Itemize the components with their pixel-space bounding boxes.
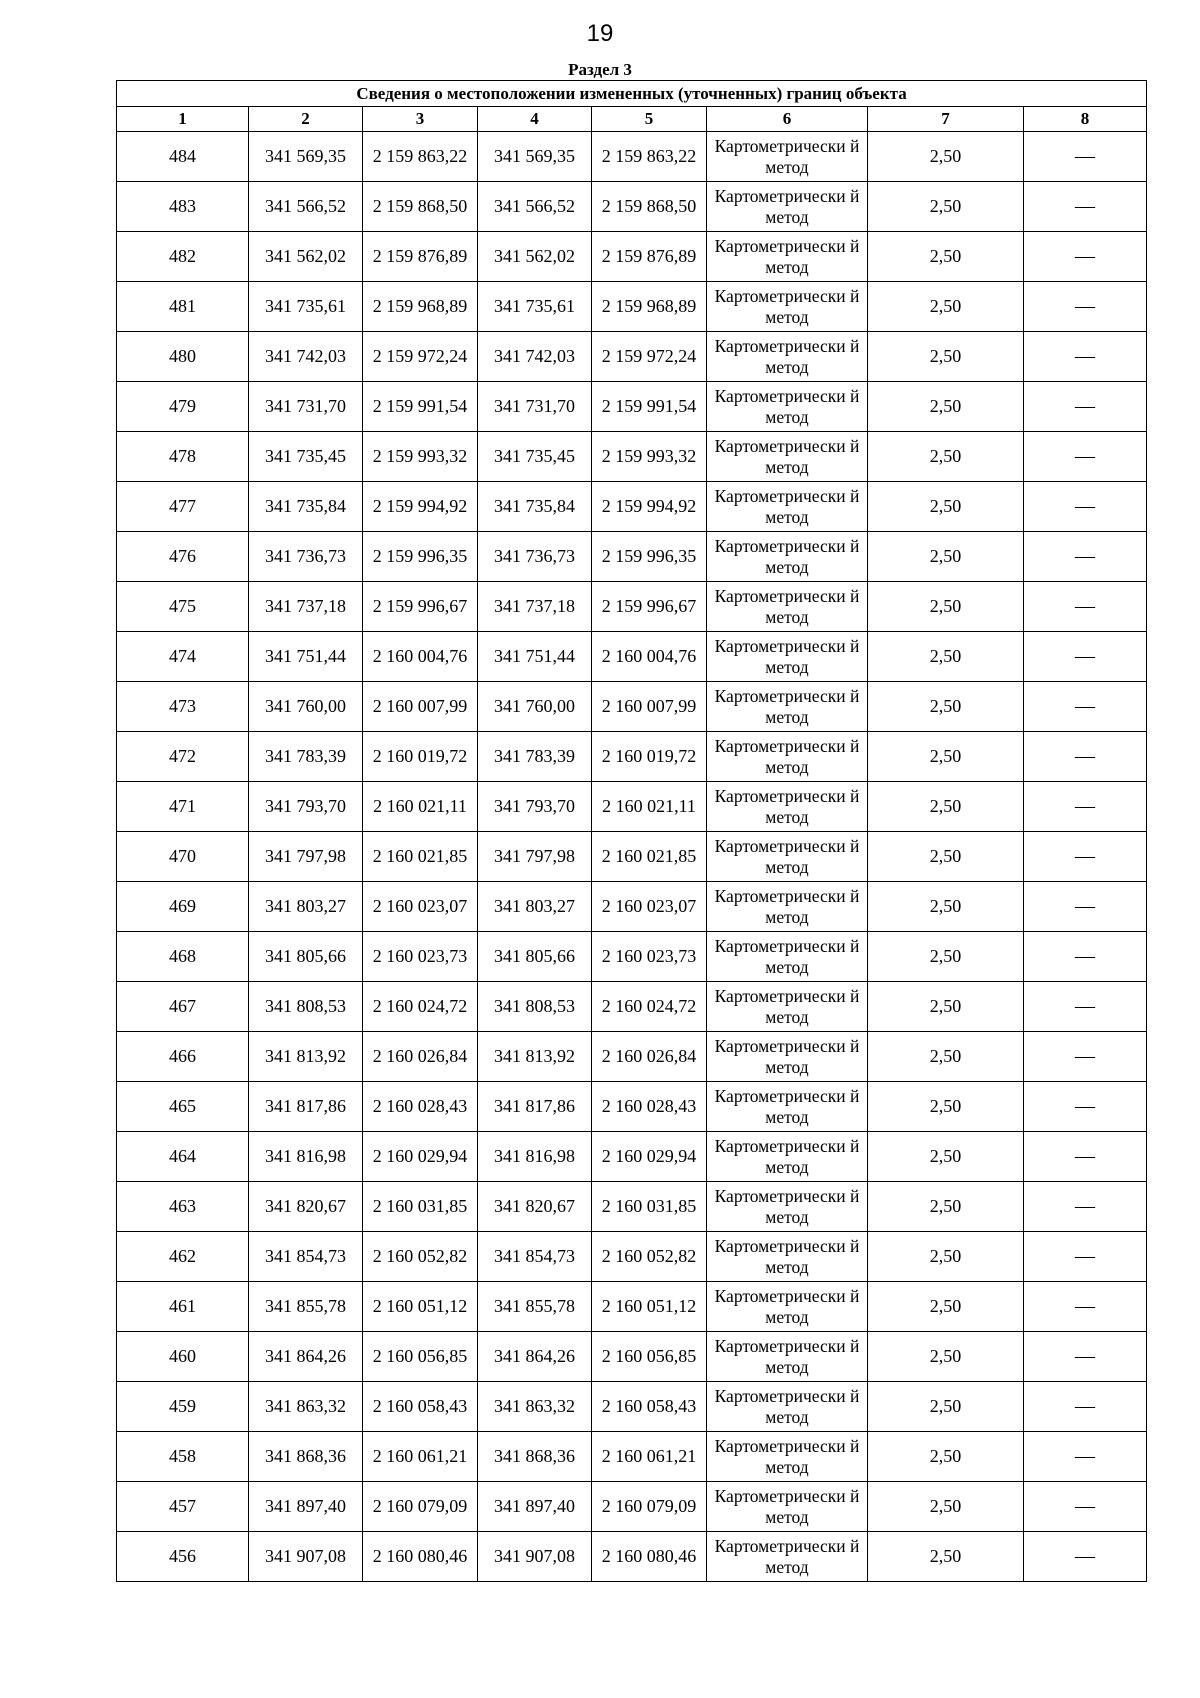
accuracy-cell: 2,50 [868, 1382, 1024, 1432]
x-coordinate-cell: 341 760,00 [478, 682, 592, 732]
y-coordinate-cell: 2 160 031,85 [592, 1182, 707, 1232]
y-coordinate-cell: 2 160 052,82 [363, 1232, 478, 1282]
method-cell: Картометрически й метод [707, 182, 868, 232]
x-coordinate-cell: 341 854,73 [249, 1232, 363, 1282]
point-number-cell: 466 [117, 1032, 249, 1082]
x-coordinate-cell: 341 562,02 [249, 232, 363, 282]
x-coordinate-cell: 341 793,70 [478, 782, 592, 832]
y-coordinate-cell: 2 160 056,85 [592, 1332, 707, 1382]
table-row [117, 1482, 1147, 1532]
y-coordinate-cell: 2 160 007,99 [363, 682, 478, 732]
x-coordinate-cell: 341 803,27 [249, 882, 363, 932]
x-coordinate-cell: 341 737,18 [249, 582, 363, 632]
x-coordinate-cell: 341 817,86 [478, 1082, 592, 1132]
y-coordinate-cell: 2 159 991,54 [592, 382, 707, 432]
accuracy-cell: 2,50 [868, 432, 1024, 482]
column-number: 2 [249, 107, 363, 132]
method-cell: Картометрически й метод [707, 132, 868, 182]
method-cell: Картометрически й метод [707, 1132, 868, 1182]
description-cell: — [1024, 982, 1147, 1032]
accuracy-cell: 2,50 [868, 1282, 1024, 1332]
table-row [117, 382, 1147, 432]
x-coordinate-cell: 341 731,70 [478, 382, 592, 432]
accuracy-cell: 2,50 [868, 632, 1024, 682]
boundary-coordinates-table [116, 80, 1147, 1582]
y-coordinate-cell: 2 160 026,84 [363, 1032, 478, 1082]
description-cell: — [1024, 232, 1147, 282]
description-cell: — [1024, 782, 1147, 832]
accuracy-cell: 2,50 [868, 1432, 1024, 1482]
x-coordinate-cell: 341 566,52 [478, 182, 592, 232]
y-coordinate-cell: 2 159 972,24 [592, 332, 707, 382]
column-number: 8 [1024, 107, 1147, 132]
description-cell: — [1024, 932, 1147, 982]
x-coordinate-cell: 341 736,73 [478, 532, 592, 582]
y-coordinate-cell: 2 160 052,82 [592, 1232, 707, 1282]
table-row [117, 182, 1147, 232]
y-coordinate-cell: 2 159 996,35 [363, 532, 478, 582]
x-coordinate-cell: 341 736,73 [249, 532, 363, 582]
y-coordinate-cell: 2 160 021,85 [592, 832, 707, 882]
y-coordinate-cell: 2 160 024,72 [363, 982, 478, 1032]
point-number-cell: 475 [117, 582, 249, 632]
accuracy-cell: 2,50 [868, 282, 1024, 332]
accuracy-cell: 2,50 [868, 732, 1024, 782]
point-number-cell: 480 [117, 332, 249, 382]
accuracy-cell: 2,50 [868, 232, 1024, 282]
x-coordinate-cell: 341 797,98 [478, 832, 592, 882]
point-number-cell: 461 [117, 1282, 249, 1332]
x-coordinate-cell: 341 820,67 [249, 1182, 363, 1232]
description-cell: — [1024, 632, 1147, 682]
x-coordinate-cell: 341 783,39 [478, 732, 592, 782]
accuracy-cell: 2,50 [868, 1082, 1024, 1132]
accuracy-cell: 2,50 [868, 582, 1024, 632]
description-cell: — [1024, 1082, 1147, 1132]
description-cell: — [1024, 1432, 1147, 1482]
x-coordinate-cell: 341 820,67 [478, 1182, 592, 1232]
x-coordinate-cell: 341 813,92 [478, 1032, 592, 1082]
point-number-cell: 472 [117, 732, 249, 782]
point-number-cell: 460 [117, 1332, 249, 1382]
y-coordinate-cell: 2 160 080,46 [592, 1532, 707, 1582]
table-row [117, 932, 1147, 982]
y-coordinate-cell: 2 159 994,92 [363, 482, 478, 532]
method-cell: Картометрически й метод [707, 782, 868, 832]
description-cell: — [1024, 432, 1147, 482]
x-coordinate-cell: 341 760,00 [249, 682, 363, 732]
x-coordinate-cell: 341 731,70 [249, 382, 363, 432]
x-coordinate-cell: 341 907,08 [478, 1532, 592, 1582]
y-coordinate-cell: 2 159 863,22 [592, 132, 707, 182]
x-coordinate-cell: 341 803,27 [478, 882, 592, 932]
y-coordinate-cell: 2 159 993,32 [363, 432, 478, 482]
accuracy-cell: 2,50 [868, 832, 1024, 882]
table-row [117, 1182, 1147, 1232]
description-cell: — [1024, 482, 1147, 532]
table-row [117, 232, 1147, 282]
method-cell: Картометрически й метод [707, 1532, 868, 1582]
y-coordinate-cell: 2 160 058,43 [592, 1382, 707, 1432]
x-coordinate-cell: 341 868,36 [478, 1432, 592, 1482]
x-coordinate-cell: 341 742,03 [249, 332, 363, 382]
point-number-cell: 463 [117, 1182, 249, 1232]
point-number-cell: 476 [117, 532, 249, 582]
x-coordinate-cell: 341 735,84 [249, 482, 363, 532]
column-number: 6 [707, 107, 868, 132]
description-cell: — [1024, 532, 1147, 582]
method-cell: Картометрически й метод [707, 232, 868, 282]
point-number-cell: 459 [117, 1382, 249, 1432]
table-body [117, 132, 1147, 1582]
description-cell: — [1024, 682, 1147, 732]
x-coordinate-cell: 341 735,45 [478, 432, 592, 482]
x-coordinate-cell: 341 863,32 [478, 1382, 592, 1432]
y-coordinate-cell: 2 159 996,35 [592, 532, 707, 582]
method-cell: Картометрически й метод [707, 732, 868, 782]
column-number-row [117, 107, 1147, 132]
column-number: 5 [592, 107, 707, 132]
accuracy-cell: 2,50 [868, 482, 1024, 532]
y-coordinate-cell: 2 160 061,21 [363, 1432, 478, 1482]
method-cell: Картометрически й метод [707, 1382, 868, 1432]
table-row [117, 682, 1147, 732]
table-caption: Сведения о местоположении измененных (уточненных) границ объекта [117, 81, 1147, 107]
point-number-cell: 470 [117, 832, 249, 882]
point-number-cell: 457 [117, 1482, 249, 1532]
method-cell: Картометрически й метод [707, 932, 868, 982]
accuracy-cell: 2,50 [868, 1532, 1024, 1582]
x-coordinate-cell: 341 897,40 [249, 1482, 363, 1532]
point-number-cell: 473 [117, 682, 249, 732]
y-coordinate-cell: 2 160 029,94 [363, 1132, 478, 1182]
x-coordinate-cell: 341 817,86 [249, 1082, 363, 1132]
y-coordinate-cell: 2 160 024,72 [592, 982, 707, 1032]
point-number-cell: 465 [117, 1082, 249, 1132]
x-coordinate-cell: 341 863,32 [249, 1382, 363, 1432]
column-number: 3 [363, 107, 478, 132]
x-coordinate-cell: 341 816,98 [478, 1132, 592, 1182]
x-coordinate-cell: 341 868,36 [249, 1432, 363, 1482]
y-coordinate-cell: 2 160 019,72 [363, 732, 478, 782]
section-title: Раздел 3 [568, 60, 632, 79]
accuracy-cell: 2,50 [868, 532, 1024, 582]
method-cell: Картометрически й метод [707, 882, 868, 932]
point-number-cell: 469 [117, 882, 249, 932]
point-number-cell: 462 [117, 1232, 249, 1282]
description-cell: — [1024, 1382, 1147, 1432]
y-coordinate-cell: 2 159 868,50 [363, 182, 478, 232]
y-coordinate-cell: 2 159 868,50 [592, 182, 707, 232]
y-coordinate-cell: 2 159 994,92 [592, 482, 707, 532]
y-coordinate-cell: 2 159 991,54 [363, 382, 478, 432]
y-coordinate-cell: 2 159 876,89 [592, 232, 707, 282]
y-coordinate-cell: 2 160 021,11 [363, 782, 478, 832]
y-coordinate-cell: 2 160 023,73 [363, 932, 478, 982]
description-cell: — [1024, 732, 1147, 782]
table-row [117, 1432, 1147, 1482]
x-coordinate-cell: 341 566,52 [249, 182, 363, 232]
table-row [117, 782, 1147, 832]
description-cell: — [1024, 182, 1147, 232]
table-row [117, 1332, 1147, 1382]
point-number-cell: 478 [117, 432, 249, 482]
table-row [117, 832, 1147, 882]
y-coordinate-cell: 2 160 080,46 [363, 1532, 478, 1582]
table-row [117, 282, 1147, 332]
table-row [117, 482, 1147, 532]
method-cell: Картометрически й метод [707, 1032, 868, 1082]
x-coordinate-cell: 341 793,70 [249, 782, 363, 832]
y-coordinate-cell: 2 160 051,12 [363, 1282, 478, 1332]
accuracy-cell: 2,50 [868, 182, 1024, 232]
x-coordinate-cell: 341 737,18 [478, 582, 592, 632]
y-coordinate-cell: 2 160 079,09 [363, 1482, 478, 1532]
y-coordinate-cell: 2 160 023,07 [363, 882, 478, 932]
accuracy-cell: 2,50 [868, 332, 1024, 382]
y-coordinate-cell: 2 160 004,76 [592, 632, 707, 682]
y-coordinate-cell: 2 160 023,73 [592, 932, 707, 982]
table-row [117, 1032, 1147, 1082]
y-coordinate-cell: 2 159 972,24 [363, 332, 478, 382]
y-coordinate-cell: 2 160 019,72 [592, 732, 707, 782]
accuracy-cell: 2,50 [868, 1182, 1024, 1232]
method-cell: Картометрически й метод [707, 532, 868, 582]
point-number-cell: 468 [117, 932, 249, 982]
point-number-cell: 479 [117, 382, 249, 432]
table-row [117, 582, 1147, 632]
point-number-cell: 474 [117, 632, 249, 682]
page-number: 19 [586, 20, 614, 47]
description-cell: — [1024, 1282, 1147, 1332]
description-cell: — [1024, 132, 1147, 182]
method-cell: Картометрически й метод [707, 682, 868, 732]
method-cell: Картометрически й метод [707, 1182, 868, 1232]
y-coordinate-cell: 2 160 021,85 [363, 832, 478, 882]
method-cell: Картометрически й метод [707, 1082, 868, 1132]
x-coordinate-cell: 341 751,44 [249, 632, 363, 682]
point-number-cell: 456 [117, 1532, 249, 1582]
description-cell: — [1024, 1232, 1147, 1282]
x-coordinate-cell: 341 854,73 [478, 1232, 592, 1282]
point-number-cell: 464 [117, 1132, 249, 1182]
x-coordinate-cell: 341 735,61 [478, 282, 592, 332]
table-row [117, 732, 1147, 782]
description-cell: — [1024, 1482, 1147, 1532]
y-coordinate-cell: 2 160 028,43 [592, 1082, 707, 1132]
method-cell: Картометрически й метод [707, 482, 868, 532]
y-coordinate-cell: 2 159 996,67 [363, 582, 478, 632]
y-coordinate-cell: 2 160 051,12 [592, 1282, 707, 1332]
method-cell: Картометрически й метод [707, 1432, 868, 1482]
y-coordinate-cell: 2 159 863,22 [363, 132, 478, 182]
accuracy-cell: 2,50 [868, 982, 1024, 1032]
accuracy-cell: 2,50 [868, 1132, 1024, 1182]
table-row [117, 532, 1147, 582]
x-coordinate-cell: 341 569,35 [249, 132, 363, 182]
description-cell: — [1024, 582, 1147, 632]
point-number-cell: 481 [117, 282, 249, 332]
method-cell: Картометрически й метод [707, 1332, 868, 1382]
method-cell: Картометрически й метод [707, 582, 868, 632]
y-coordinate-cell: 2 160 026,84 [592, 1032, 707, 1082]
y-coordinate-cell: 2 159 968,89 [363, 282, 478, 332]
accuracy-cell: 2,50 [868, 932, 1024, 982]
x-coordinate-cell: 341 864,26 [478, 1332, 592, 1382]
accuracy-cell: 2,50 [868, 132, 1024, 182]
description-cell: — [1024, 882, 1147, 932]
accuracy-cell: 2,50 [868, 1482, 1024, 1532]
description-cell: — [1024, 832, 1147, 882]
point-number-cell: 484 [117, 132, 249, 182]
method-cell: Картометрически й метод [707, 332, 868, 382]
x-coordinate-cell: 341 735,84 [478, 482, 592, 532]
table-row [117, 982, 1147, 1032]
table-row [117, 1532, 1147, 1582]
y-coordinate-cell: 2 159 993,32 [592, 432, 707, 482]
x-coordinate-cell: 341 808,53 [478, 982, 592, 1032]
x-coordinate-cell: 341 805,66 [478, 932, 592, 982]
table-row [117, 332, 1147, 382]
table-row [117, 1132, 1147, 1182]
method-cell: Картометрически й метод [707, 1482, 868, 1532]
table-row [117, 632, 1147, 682]
y-coordinate-cell: 2 159 876,89 [363, 232, 478, 282]
method-cell: Картометрически й метод [707, 632, 868, 682]
table-row [117, 1382, 1147, 1432]
table-row [117, 1282, 1147, 1332]
y-coordinate-cell: 2 160 029,94 [592, 1132, 707, 1182]
x-coordinate-cell: 341 907,08 [249, 1532, 363, 1582]
table-row [117, 1082, 1147, 1132]
y-coordinate-cell: 2 159 968,89 [592, 282, 707, 332]
y-coordinate-cell: 2 160 079,09 [592, 1482, 707, 1532]
y-coordinate-cell: 2 160 061,21 [592, 1432, 707, 1482]
method-cell: Картометрически й метод [707, 832, 868, 882]
x-coordinate-cell: 341 855,78 [249, 1282, 363, 1332]
column-number: 7 [868, 107, 1024, 132]
accuracy-cell: 2,50 [868, 1232, 1024, 1282]
y-coordinate-cell: 2 160 007,99 [592, 682, 707, 732]
accuracy-cell: 2,50 [868, 1032, 1024, 1082]
description-cell: — [1024, 1032, 1147, 1082]
x-coordinate-cell: 341 562,02 [478, 232, 592, 282]
table-row [117, 132, 1147, 182]
y-coordinate-cell: 2 160 023,07 [592, 882, 707, 932]
table-row [117, 1232, 1147, 1282]
y-coordinate-cell: 2 160 028,43 [363, 1082, 478, 1132]
x-coordinate-cell: 341 735,61 [249, 282, 363, 332]
accuracy-cell: 2,50 [868, 1332, 1024, 1382]
point-number-cell: 467 [117, 982, 249, 1032]
point-number-cell: 482 [117, 232, 249, 282]
table-row [117, 882, 1147, 932]
accuracy-cell: 2,50 [868, 382, 1024, 432]
y-coordinate-cell: 2 160 058,43 [363, 1382, 478, 1432]
accuracy-cell: 2,50 [868, 882, 1024, 932]
y-coordinate-cell: 2 160 056,85 [363, 1332, 478, 1382]
table-row [117, 432, 1147, 482]
description-cell: — [1024, 282, 1147, 332]
x-coordinate-cell: 341 742,03 [478, 332, 592, 382]
y-coordinate-cell: 2 159 996,67 [592, 582, 707, 632]
x-coordinate-cell: 341 808,53 [249, 982, 363, 1032]
y-coordinate-cell: 2 160 021,11 [592, 782, 707, 832]
x-coordinate-cell: 341 897,40 [478, 1482, 592, 1532]
method-cell: Картометрически й метод [707, 1232, 868, 1282]
method-cell: Картометрически й метод [707, 382, 868, 432]
y-coordinate-cell: 2 160 031,85 [363, 1182, 478, 1232]
description-cell: — [1024, 1532, 1147, 1582]
x-coordinate-cell: 341 797,98 [249, 832, 363, 882]
x-coordinate-cell: 341 751,44 [478, 632, 592, 682]
x-coordinate-cell: 341 816,98 [249, 1132, 363, 1182]
x-coordinate-cell: 341 855,78 [478, 1282, 592, 1332]
column-number: 4 [478, 107, 592, 132]
method-cell: Картометрически й метод [707, 432, 868, 482]
x-coordinate-cell: 341 569,35 [478, 132, 592, 182]
point-number-cell: 458 [117, 1432, 249, 1482]
y-coordinate-cell: 2 160 004,76 [363, 632, 478, 682]
description-cell: — [1024, 332, 1147, 382]
x-coordinate-cell: 341 783,39 [249, 732, 363, 782]
point-number-cell: 477 [117, 482, 249, 532]
description-cell: — [1024, 1132, 1147, 1182]
column-number: 1 [117, 107, 249, 132]
point-number-cell: 483 [117, 182, 249, 232]
accuracy-cell: 2,50 [868, 682, 1024, 732]
x-coordinate-cell: 341 813,92 [249, 1032, 363, 1082]
accuracy-cell: 2,50 [868, 782, 1024, 832]
method-cell: Картометрически й метод [707, 282, 868, 332]
x-coordinate-cell: 341 864,26 [249, 1332, 363, 1382]
method-cell: Картометрически й метод [707, 1282, 868, 1332]
description-cell: — [1024, 1332, 1147, 1382]
point-number-cell: 471 [117, 782, 249, 832]
description-cell: — [1024, 382, 1147, 432]
x-coordinate-cell: 341 805,66 [249, 932, 363, 982]
x-coordinate-cell: 341 735,45 [249, 432, 363, 482]
method-cell: Картометрически й метод [707, 982, 868, 1032]
description-cell: — [1024, 1182, 1147, 1232]
